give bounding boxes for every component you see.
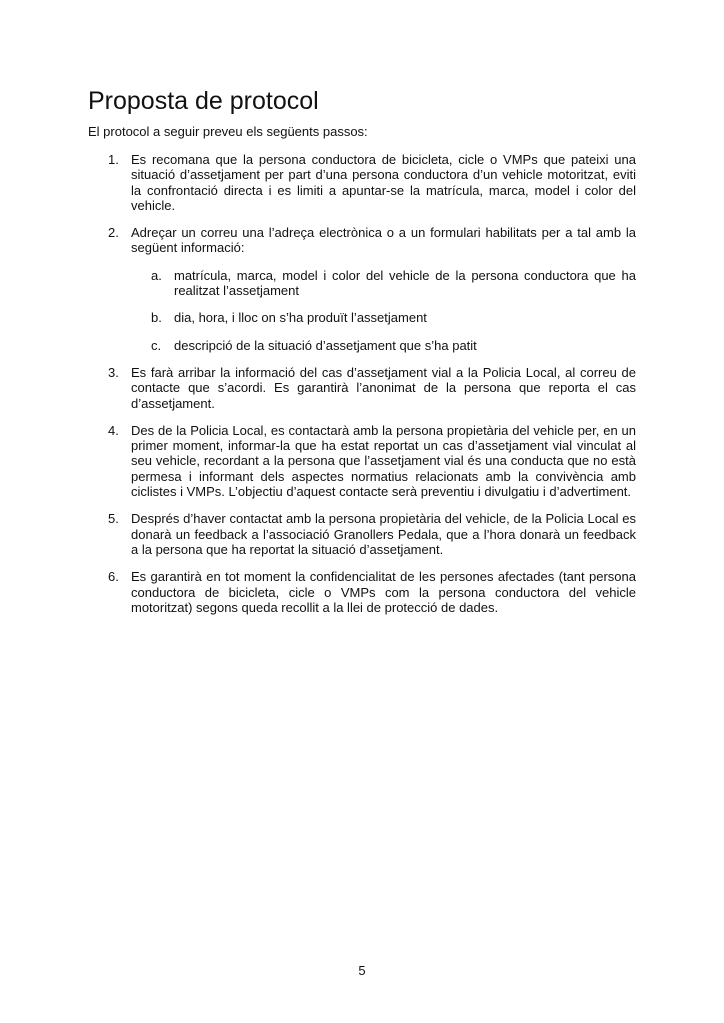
- list-item-number: 3.: [108, 364, 119, 380]
- list-item: [88, 423, 636, 499]
- list-item-text: Des de la Policia Local, es contactarà amb la persona propietària del vehicle per, en un primer moment, informar-la que ha estat reportat un cas d’assetjament vial vinculat al seu vehicle, recordant a la persona que l’assetjament vial és una conducta que no està permesa i informant dels aspectes normatius relacionats amb la convivència amb ciclistes i VMPs. L’objectiu d’aquest contacte serà preventiu i divulgatiu i d’advertiment.: [131, 422, 636, 500]
- sublist-item-letter: b.: [151, 310, 162, 326]
- sublist-item-letter: a.: [151, 267, 162, 283]
- list-item: [88, 511, 636, 557]
- list-item-number: 5.: [108, 511, 119, 527]
- list-item: [88, 225, 636, 353]
- sublist-item: [131, 268, 636, 299]
- protocol-steps-list: [88, 152, 636, 627]
- list-item: [88, 569, 636, 615]
- list-item-number: 2.: [108, 225, 119, 241]
- sublist-item: [131, 338, 636, 353]
- list-item: [88, 152, 636, 213]
- list-item-text: Es recomana que la persona conductora de bicicleta, cicle o VMPs que pateixi una situació d’assetjament per part d’una persona conductora d’un vehicle motoritzat, eviti la confrontació directa i es limiti a apuntar-se la matrícula, marca, model i color del vehicle.: [131, 152, 636, 213]
- list-item-text: Després d’haver contactat amb la persona propietària del vehicle, de la Policia Local es donarà un feedback a l’associació Granollers Pedala, que a l’hora donarà un feedback a la persona que ha reportat la situació d’assetjament.: [131, 511, 636, 557]
- list-item-text: Es garantirà en tot moment la confidencialitat de les persones afectades (tant persona conductora de bicicleta, cicle o VMPs com la persona conductora del vehicle motoritzat) segons queda recollit a la llei de protecció de dades.: [131, 569, 636, 615]
- sublist-item-letter: c.: [151, 337, 162, 353]
- list-item-number: 4.: [108, 422, 119, 438]
- page-title: Proposta de protocol: [88, 87, 319, 115]
- sublist-item-text: descripció de la situació d’assetjament que s’ha patit: [174, 337, 477, 353]
- sublist-item: [131, 310, 636, 325]
- page-number: 5: [358, 963, 366, 978]
- intro-paragraph: El protocol a seguir preveu els següents passos:: [88, 124, 368, 139]
- sublist-item-text: matrícula, marca, model i color del vehicle de la persona conductora que ha realitzat l’assetjament: [174, 267, 636, 299]
- list-item-text: Es farà arribar la informació del cas d’assetjament vial a la Policia Local, al correu de contacte que s’acordi. Es garantirà l’anonimat de la persona que reporta el cas d’assetjament.: [131, 364, 636, 411]
- list-item: [88, 365, 636, 411]
- list-item-number: 6.: [108, 569, 119, 585]
- list-item-number: 1.: [108, 152, 119, 167]
- information-sublist: [131, 268, 636, 353]
- sublist-item-text: dia, hora, i lloc on s’ha produït l’assetjament: [174, 310, 427, 326]
- list-item-text: Adreçar un correu una l’adreça electrònica o a un formulari habilitats per a tal amb la següent informació:: [131, 225, 636, 256]
